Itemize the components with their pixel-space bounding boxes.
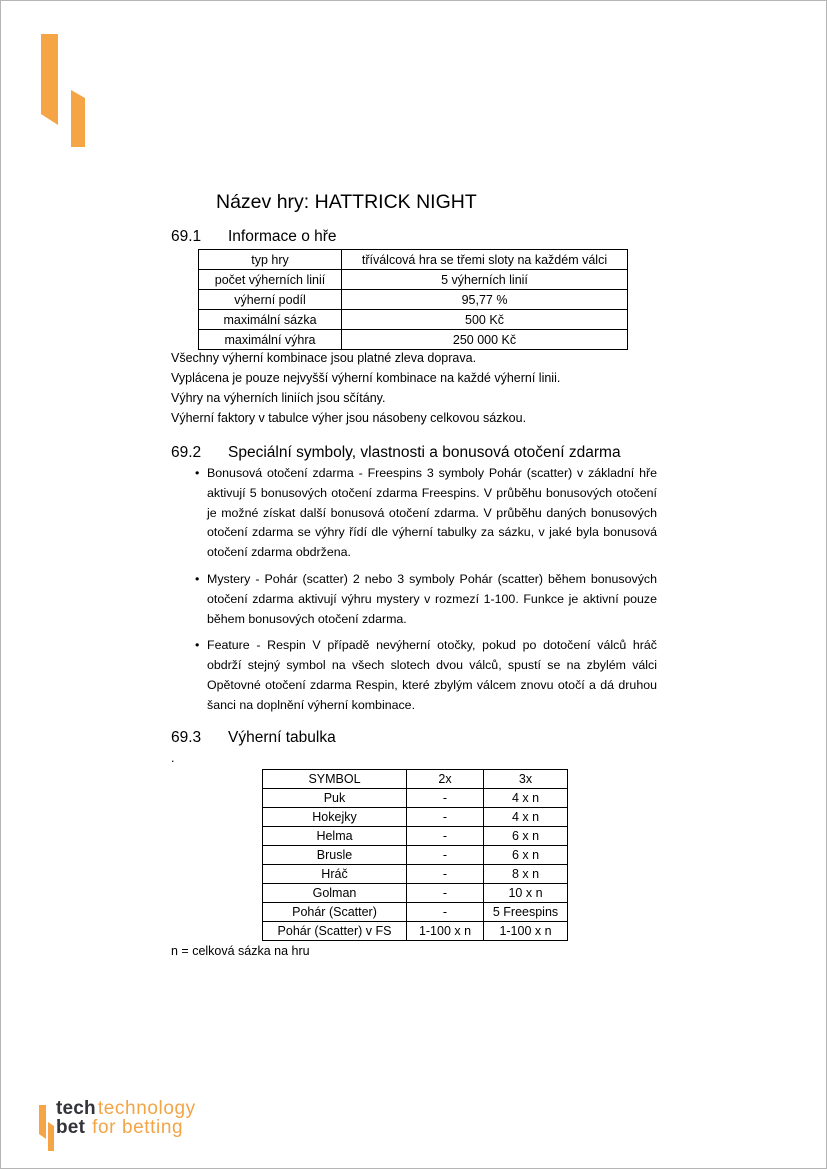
table-cell: maximální sázka	[199, 310, 342, 330]
table-cell: -	[407, 846, 484, 865]
footer-word-bet: bet	[56, 1116, 86, 1138]
table-row	[263, 789, 568, 808]
table-cell: Pohár (Scatter)	[263, 903, 407, 922]
table-cell: 8 x n	[484, 865, 568, 884]
table-cell: typ hry	[199, 250, 342, 270]
table-cell: 4 x n	[484, 808, 568, 827]
footer-word-for-betting: for betting	[92, 1116, 184, 1138]
paytable	[262, 769, 568, 941]
special-symbols-bullets	[195, 464, 657, 723]
table-row	[263, 846, 568, 865]
table-cell: 5 Freespins	[484, 903, 568, 922]
table-row	[263, 903, 568, 922]
table-row	[263, 884, 568, 903]
table-cell: Hráč	[263, 865, 407, 884]
table-row	[199, 310, 628, 330]
section-heading-69-1	[171, 228, 337, 246]
section-heading-69-3	[171, 729, 336, 747]
table-cell: 1-100 x n	[484, 922, 568, 941]
table-cell: -	[407, 884, 484, 903]
table-cell: SYMBOL	[263, 770, 407, 789]
stray-dot: .	[171, 751, 175, 765]
table-cell: -	[407, 789, 484, 808]
table-row	[263, 808, 568, 827]
list-item: • Bonusová otočení zdarma - Freespins 3 symboly Pohár (scatter) v základní hře aktivují 5 bonusových otočení zdarma Freespins. V průběhu bonusových otočení je možné získat další bonusová otočení zdarma. V průběhu daných bonusových otočení zdarma se výhry řídí dle výherní tabulky za sázku, v jaké byla bonusová otočení zdarma obdržena.	[195, 464, 657, 563]
list-item: Vyplácena je pouze nejvyšší výherní kombinace na každé výherní linii.	[171, 371, 561, 385]
list-item: Všechny výherní kombinace jsou platné zleva doprava.	[171, 351, 477, 365]
paytable-note: n = celková sázka na hru	[171, 944, 310, 958]
table-cell: 6 x n	[484, 827, 568, 846]
footer-logo-bar-right	[48, 1122, 54, 1151]
logo-bar-right	[71, 90, 85, 147]
table-row	[263, 865, 568, 884]
footer-logo-bar-left	[39, 1105, 46, 1139]
table-cell: 4 x n	[484, 789, 568, 808]
table-cell: 250 000 Kč	[342, 330, 628, 350]
table-row	[199, 270, 628, 290]
rules-notes	[171, 348, 560, 428]
table-row	[199, 250, 628, 270]
table-cell: 2x	[407, 770, 484, 789]
table-cell: Puk	[263, 789, 407, 808]
section-title: Výherní tabulka	[228, 729, 336, 746]
table-cell: 3x	[484, 770, 568, 789]
table-row	[263, 770, 568, 789]
table-cell: -	[407, 808, 484, 827]
table-cell: Brusle	[263, 846, 407, 865]
table-cell: výherní podíl	[199, 290, 342, 310]
table-row	[199, 330, 628, 350]
table-cell: Golman	[263, 884, 407, 903]
list-item: • Feature - Respin V případě nevýherní otočky, pokud po dotočení válců hráč obdrží stejný symbol na všech slotech dvou válců, spustí se na zbylém válci Opětovné otočení zdarma Respin, které zbylým válcem znovu otočí a dá druhou šanci na doplnění výherní kombinace.	[195, 636, 657, 715]
table-cell: 500 Kč	[342, 310, 628, 330]
table-cell: -	[407, 865, 484, 884]
footer-word-tech: tech	[56, 1098, 96, 1119]
game-info-table	[198, 249, 628, 350]
techbet-footer-logo-icon	[1, 1096, 61, 1156]
section-number: 69.3	[171, 729, 202, 746]
table-cell: 95,77 %	[342, 290, 628, 310]
list-item: • Mystery - Pohár (scatter) 2 nebo 3 symboly Pohár (scatter) během bonusových otočení zdarma aktivují výhru mystery v rozmezí 1-100. Funkce je aktivní pouze během bonusových otočení zdarma.	[195, 570, 657, 629]
logo-bar-left	[41, 34, 58, 125]
list-item: Výhry na výherních liniích jsou sčítány.	[171, 391, 386, 405]
list-item: Výherní faktory v tabulce výher jsou násobeny celkovou sázkou.	[171, 411, 527, 425]
table-cell: -	[407, 903, 484, 922]
table-row	[263, 827, 568, 846]
table-cell: Pohár (Scatter) v FS	[263, 922, 407, 941]
footer-wordmark	[56, 1100, 196, 1137]
techbet-logo-icon	[1, 1, 101, 161]
footer-line-2	[56, 1116, 196, 1138]
footer-word-technology: technology	[97, 1098, 196, 1119]
table-cell: 6 x n	[484, 846, 568, 865]
table-cell: 5 výherních linií	[342, 270, 628, 290]
table-cell: 1-100 x n	[407, 922, 484, 941]
section-number: 69.2	[171, 444, 202, 461]
table-cell: 10 x n	[484, 884, 568, 903]
section-number: 69.1	[171, 228, 202, 245]
table-row	[199, 290, 628, 310]
table-cell: -	[407, 827, 484, 846]
section-heading-69-2	[171, 444, 621, 462]
table-cell: tříválcová hra se třemi sloty na každém válci	[342, 250, 628, 270]
table-cell: Helma	[263, 827, 407, 846]
table-cell: maximální výhra	[199, 330, 342, 350]
page-title: Název hry: HATTRICK NIGHT	[216, 191, 477, 213]
table-cell: počet výherních linií	[199, 270, 342, 290]
section-title: Speciální symboly, vlastnosti a bonusová otočení zdarma	[228, 444, 621, 461]
section-title: Informace o hře	[228, 228, 337, 245]
table-cell: Hokejky	[263, 808, 407, 827]
table-row	[263, 922, 568, 941]
